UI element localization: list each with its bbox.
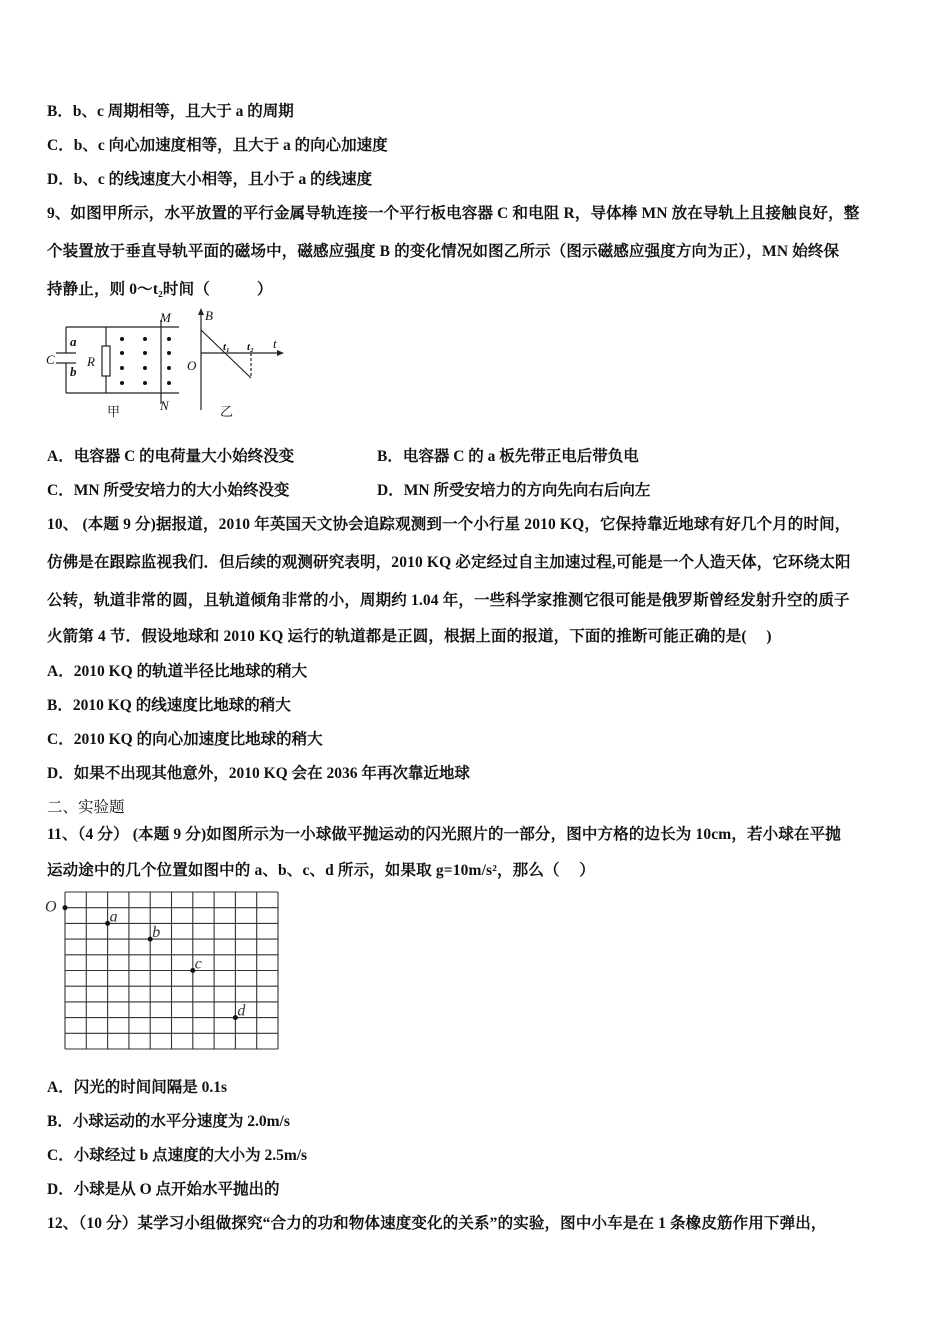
option-label: A． [47,663,74,680]
point-label-c: c [194,955,202,973]
option-label: D． [47,765,74,782]
q10-stem-line-1: 10、 (本题 9 分)据报道，2010 年英国天文协会追踪观测到一个小行星 2010 KQ，它保持靠近地球有好几个月的时间， [47,516,851,533]
q12-stem-line-1: 12、（10 分）某学习小组做探究“合力的功和物体速度变化的关系”的实验，图中小车是在 1 条橡皮筋作用下弹出， [47,1215,827,1232]
point-label-b: b [152,924,161,942]
point-O [63,905,68,910]
option-label: B． [47,697,73,714]
option-text: 电容器 C 的 a 板先带正电后带负电 [402,448,639,465]
label-t-axis: t [273,336,277,351]
option-text: 闪光的时间间隔是 0.1s [73,1079,227,1096]
q8-option-d [47,170,372,190]
q10-option-b [47,696,291,716]
option-text: 小球是从 O 点开始水平抛出的 [73,1181,280,1198]
figure-projectile-grid [44,890,284,1052]
label-N: N [160,398,169,413]
option-label: C． [47,731,74,748]
label-M: M [160,310,171,325]
option-text: b、c 向心加速度相等，且大于 a 的向心加速度 [73,137,388,154]
option-label: B． [47,1113,73,1130]
option-text: MN 所受安培力的大小始终没变 [73,482,290,499]
label-O: O [187,358,197,373]
option-text: 2010 KQ 的线速度比地球的稍大 [72,697,291,714]
option-label: A． [47,1079,74,1096]
q11-option-a [47,1078,227,1098]
label-a: a [70,334,77,349]
option-text: 如果不出现其他意外，2010 KQ 会在 2036 年再次靠近地球 [73,765,470,782]
option-text: 2010 KQ 的向心加速度比地球的稍大 [73,731,323,748]
q10-stem-line-3: 公转，轨道非常的圆，且轨道倾角非常的小，周期约 1.04 年，一些科学家推测它很可能是俄罗斯曾经发射升空的质子 [47,592,850,609]
point-label-a: a [109,908,118,926]
q11-stem-line-2: 运动途中的几个位置如图中的 a、b、c、d 所示，如果取 g=10m/s²，那么（ ） [47,862,595,879]
q10-option-a [47,662,307,682]
label-B-axis: B [205,308,213,323]
figure-yi-caption: 乙 [220,405,234,420]
q10-stem-line-4: 火箭第 4 节．假设地球和 2010 KQ 运行的轨道都是正圆，根据上面的报道，下面的推断可能正确的是( ) [47,628,772,645]
q9-stem-line-3: 持静止，则 0～t₂时间（ ） [47,281,273,298]
option-text: b、c 的线速度大小相等，且小于 a 的线速度 [73,171,373,188]
option-text: 2010 KQ 的轨道半径比地球的稍大 [73,663,308,680]
q11-option-c [47,1146,307,1166]
q9-option-d [377,481,650,501]
option-label: D． [47,1181,74,1198]
option-text: MN 所受安培力的方向先向右后向左 [403,482,651,499]
option-label: C． [47,482,74,499]
option-label: C． [47,137,74,154]
q9-stem-line-2: 个装置放于垂直导轨平面的磁场中，磁感应强度 B 的变化情况如图乙所示（图示磁感应强度方向为正），MN 始终保 [47,243,840,260]
q9-option-b [377,447,639,467]
option-label: D． [47,171,74,188]
figure-jia-circuit [44,308,194,420]
label-R: R [87,354,95,369]
q9-option-c [47,481,289,501]
option-text: 小球经过 b 点速度的大小为 2.5m/s [73,1147,308,1164]
point-label-O: O [45,898,57,916]
label-b: b [70,364,77,379]
q11-option-d [47,1180,280,1200]
option-text: b、c 周期相等，且大于 a 的周期 [72,103,294,120]
figure-jia-caption: 甲 [107,405,121,420]
figure-yi-graph [185,308,285,420]
label-t1: t₁ [223,341,230,353]
q10-stem-line-2: 仿佛是在跟踪监视我们．但后续的观测研究表明，2010 KQ 必定经过自主加速过程,可能是一个人造天体，它环绕太阳 [47,554,851,571]
q8-option-b [47,102,294,122]
q11-stem-line-1: 11、（4 分） (本题 9 分)如图所示为一小球做平抛运动的闪光照片的一部分，图中方格的边长为 10cm，若小球在平抛 [47,826,841,843]
label-t2: t₂ [247,341,254,353]
point-label-d: d [237,1002,246,1020]
q9-option-a [47,447,294,467]
option-label: C． [47,1147,74,1164]
section-title: 二、实验题 [47,799,125,816]
option-label: B． [47,103,73,120]
q11-option-b [47,1112,290,1132]
q9-stem-line-1: 9、如图甲所示，水平放置的平行金属导轨连接一个平行板电容器 C 和电阻 R，导体棒 MN 放在导轨上且接触良好，整 [47,205,860,222]
option-label: B． [377,448,403,465]
q10-option-d [47,764,470,784]
option-label: A． [47,448,74,465]
option-text: 电容器 C 的电荷量大小始终没变 [73,448,295,465]
q10-option-c [47,730,323,750]
q8-option-c [47,136,388,156]
option-label: D． [377,482,404,499]
option-text: 小球运动的水平分速度为 2.0m/s [72,1113,290,1130]
label-C: C [46,352,55,367]
